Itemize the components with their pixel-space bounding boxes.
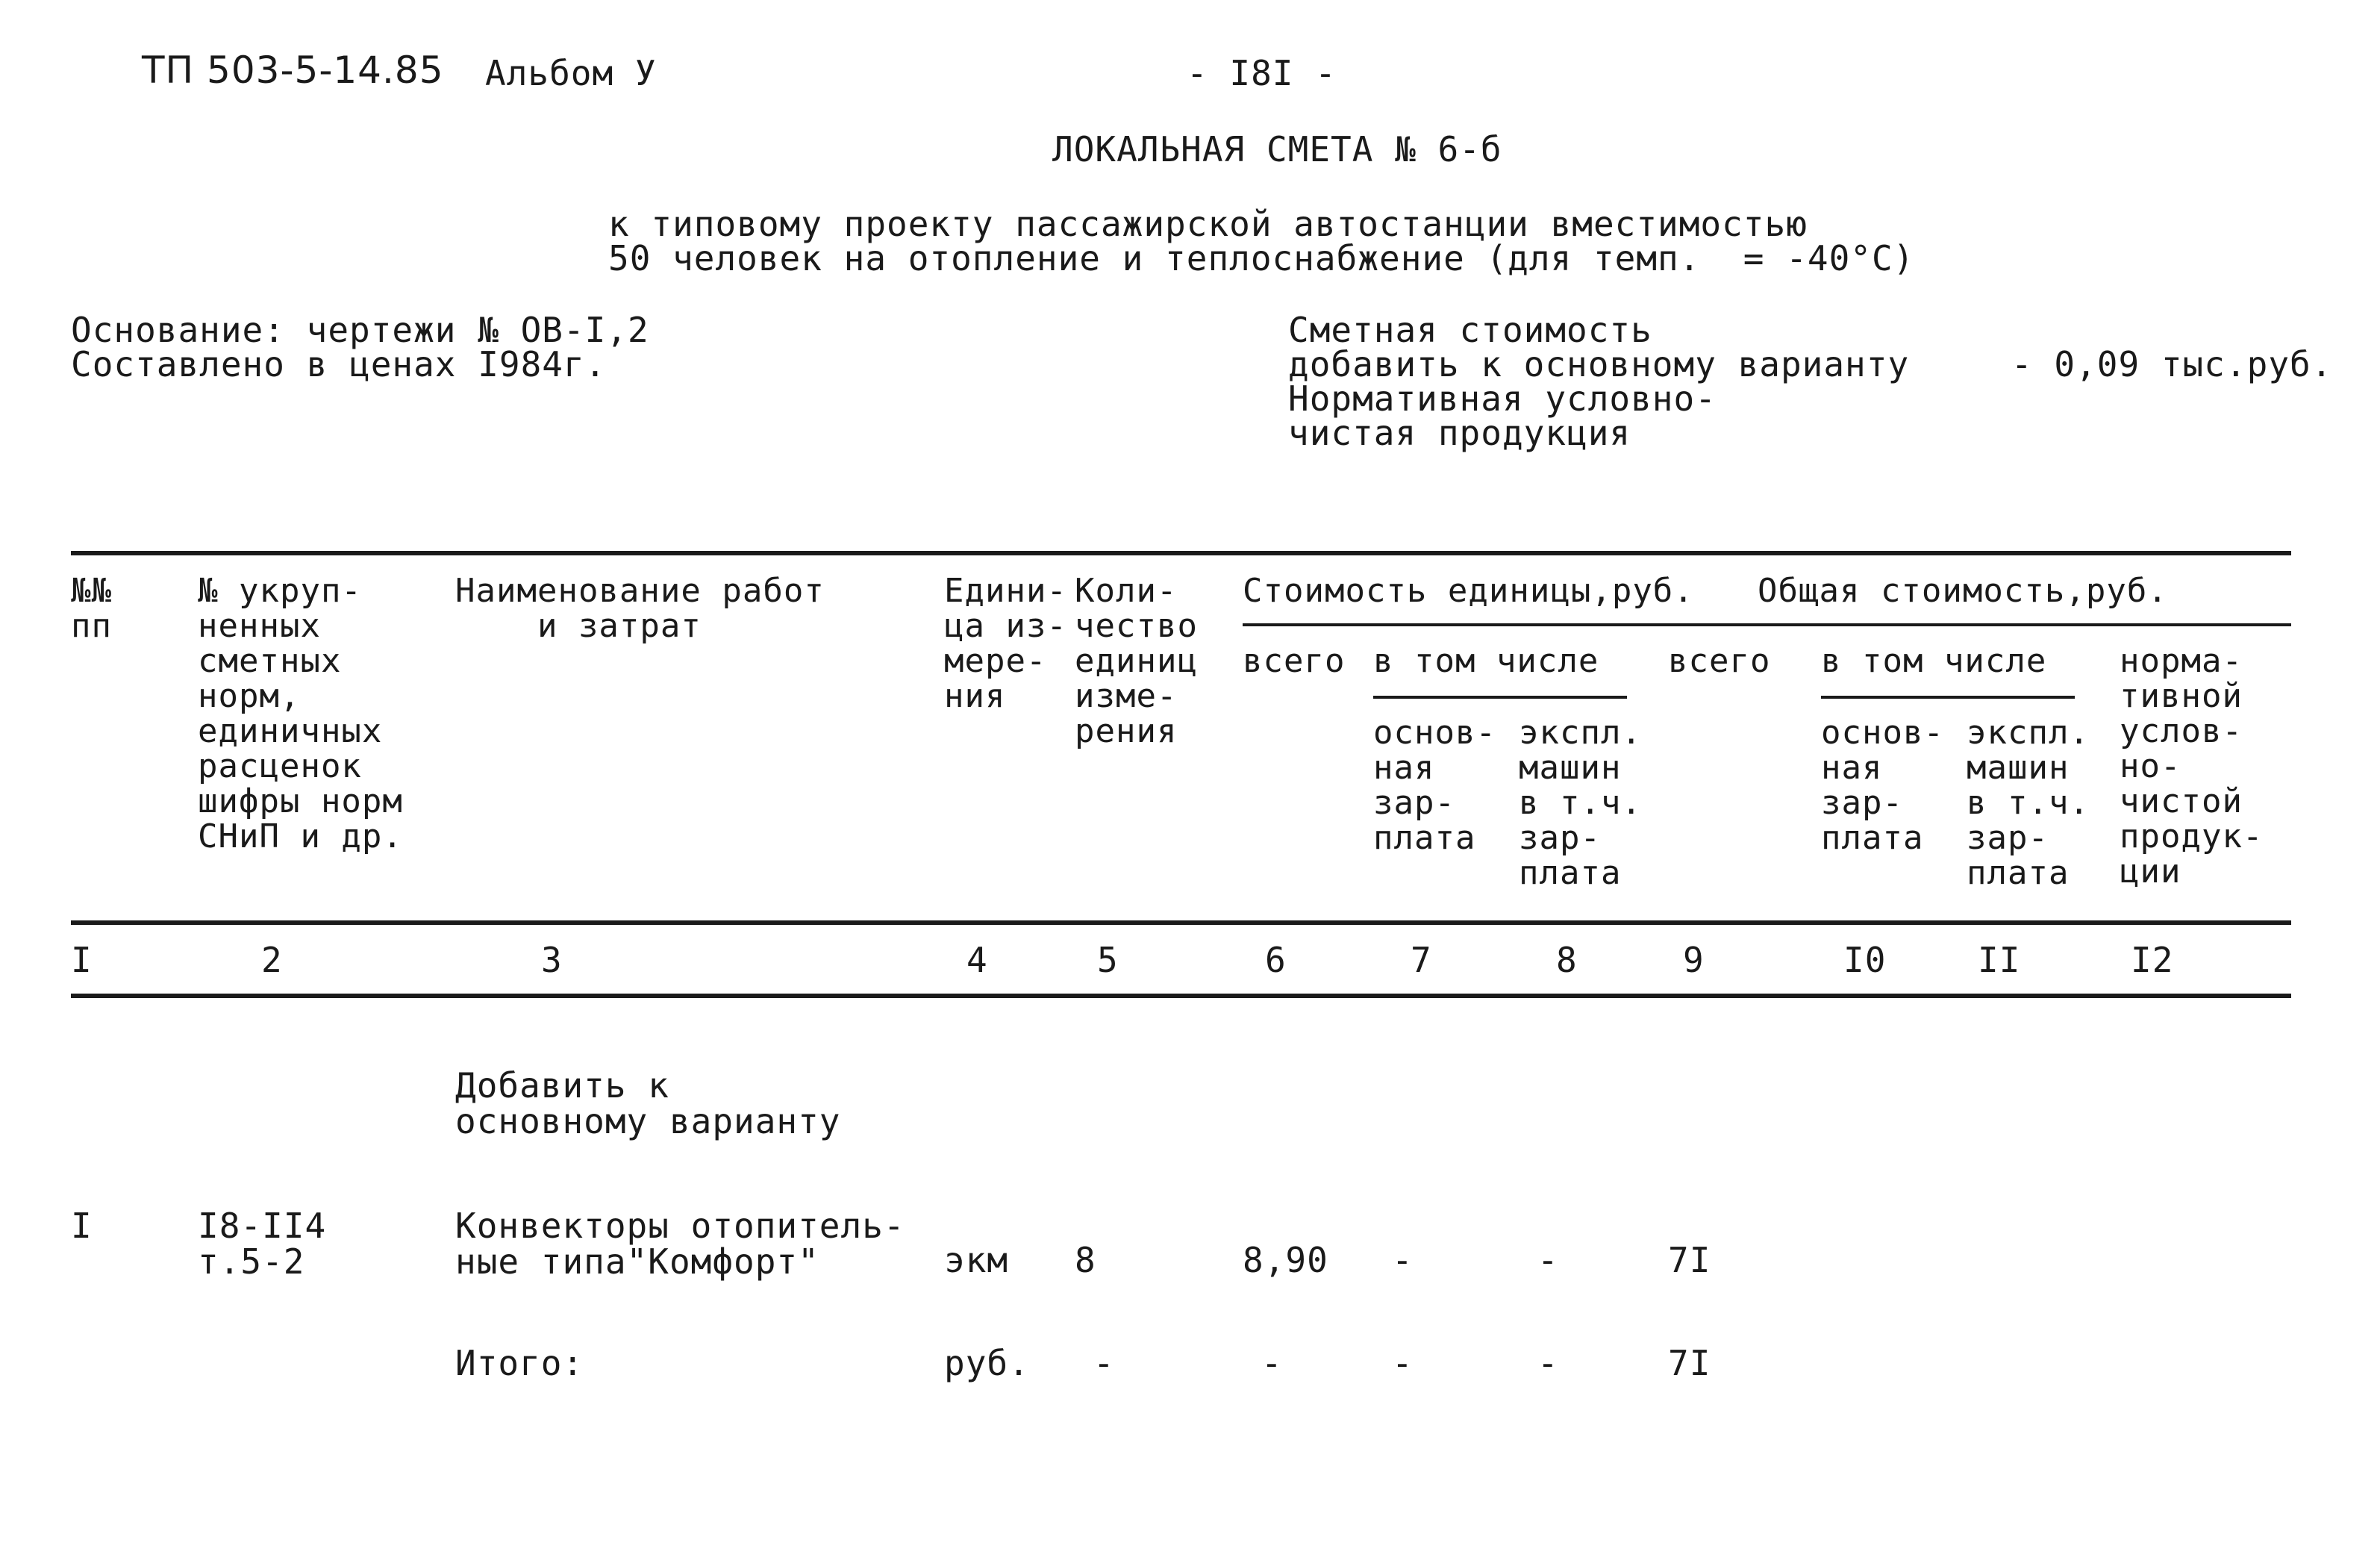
row-quantity: 8 [1075, 1240, 1096, 1280]
subtitle-line-2: 50 человек на отопление и теплоснабжение (для темп. = -40°C) [608, 238, 1915, 278]
row-number: I [71, 1206, 93, 1246]
row-work-name: Конвекторы отопитель- ные типа"Комфорт" [455, 1206, 905, 1282]
row-unit-machines: - [1537, 1240, 1559, 1280]
header-total-salary: основ- ная зар- плата [1821, 714, 1944, 857]
column-number: 7 [1411, 940, 1432, 980]
column-number: I0 [1843, 940, 1887, 980]
header-bottom-rule [71, 920, 2291, 925]
header-unit: Едини- ца из- мере- ния [944, 572, 1067, 715]
total-unit-total: - [1261, 1343, 1283, 1383]
total-label: Итого: [455, 1343, 584, 1383]
column-number: II [1978, 940, 2021, 980]
header-work-name: Наименование работ и затрат [455, 572, 825, 645]
cost-header-rule [1243, 623, 2291, 626]
header-normative: норма- тивной услов- но- чистой продук- ции [2120, 642, 2264, 891]
total-unit-salary: - [1392, 1343, 1414, 1383]
header-unit-all: всего [1243, 642, 1346, 680]
estimate-add-label: добавить к основному варианту [1288, 344, 1910, 384]
document-title: ЛОКАЛЬНАЯ СМЕТА № 6-б [1052, 129, 1502, 169]
header-unit-machines: экспл. машин в т.ч. зар- плата [1519, 714, 1642, 892]
document-code: ТП 503-5-14.85 [142, 49, 444, 92]
header-row-number: №№ пп [71, 572, 112, 645]
column-number: 5 [1097, 940, 1119, 980]
column-number: 9 [1683, 940, 1705, 980]
unit-incl-rule [1373, 696, 1627, 699]
column-number: 4 [966, 940, 988, 980]
header-unit-salary: основ- ная зар- плата [1373, 714, 1496, 857]
row-norm-code: I8-II4 т.5-2 [198, 1206, 327, 1282]
total-unit-machines: - [1537, 1343, 1559, 1383]
column-number: 2 [261, 940, 283, 980]
total-quantity: - [1093, 1343, 1115, 1383]
row-unit-salary: - [1392, 1240, 1414, 1280]
section-title: Добавить к основному варианту [455, 1065, 841, 1141]
header-total-machines: экспл. машин в т.ч. зар- плата [1967, 714, 2090, 892]
column-number: I [71, 940, 93, 980]
table-top-rule [71, 551, 2291, 555]
column-number: I2 [2131, 940, 2174, 980]
page-number: - I8I - [1187, 53, 1337, 93]
estimate-label: Сметная стоимость [1288, 310, 1652, 350]
column-number: 3 [541, 940, 563, 980]
header-unit-cost: Стоимость единицы,руб. [1243, 572, 1694, 610]
row-unit: экм [944, 1240, 1009, 1280]
header-total-incl: в том числе [1821, 642, 2047, 680]
row-unit-total: 8,90 [1243, 1240, 1328, 1280]
column-number: 8 [1556, 940, 1578, 980]
basis-prices: Составлено в ценах I984г. [71, 344, 607, 384]
row-total: 7I [1668, 1240, 1711, 1280]
header-total-cost: Общая стоимость,руб. [1758, 572, 2168, 610]
header-norm-code: № укруп- ненных сметных норм, единичных расценок шифры норм СНиП и др. [198, 572, 403, 855]
basis-drawings: Основание: чертежи № ОВ-I,2 [71, 310, 649, 350]
total-total: 7I [1668, 1343, 1711, 1383]
subtitle-line-1: к типовому проекту пассажирской автостанции вместимостью [608, 204, 1808, 244]
normative-label-2: чистая продукция [1288, 413, 1631, 453]
estimate-value: - 0,09 тыс.руб. [2011, 344, 2333, 384]
normative-label-1: Нормативная условно- [1288, 378, 1717, 419]
total-unit: руб. [944, 1343, 1030, 1383]
total-incl-rule [1821, 696, 2075, 699]
header-unit-incl: в том числе [1373, 642, 1599, 680]
header-total-all: всего [1668, 642, 1771, 680]
header-quantity: Коли- чество единиц изме- рения [1075, 572, 1198, 750]
column-number: 6 [1265, 940, 1287, 980]
column-numbers-rule [71, 994, 2291, 998]
album-label: Альбом У [485, 53, 657, 93]
